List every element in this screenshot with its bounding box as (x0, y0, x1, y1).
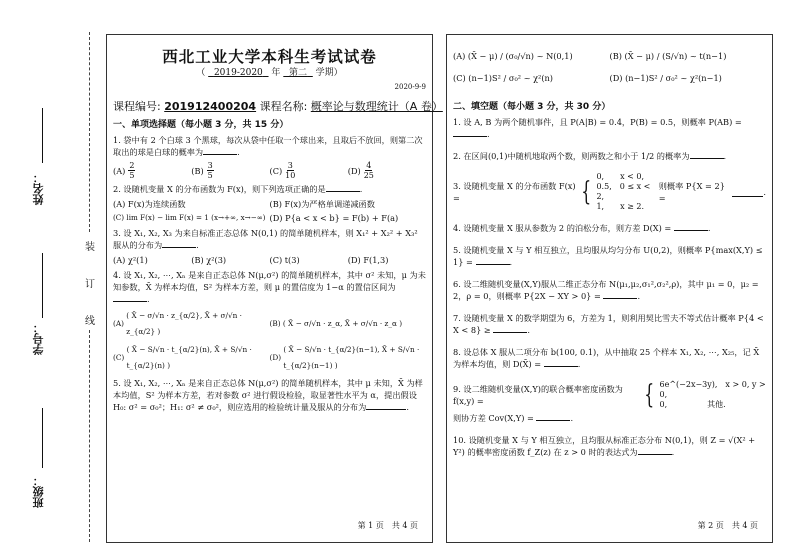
answer-blank[interactable] (674, 222, 708, 231)
exam-page-2 (446, 34, 773, 543)
fill-question-9-tail: 则协方差 Cov(X,Y) = . (453, 413, 574, 423)
fill-question-8: 8. 设总体 X 服从二项分布 b(100, 0.1)，从中抽取 25 个样本 X₁, X₂, ⋯, X₂₅，记 X̄ 为样本均值，则 D(X̄) = . (453, 347, 760, 369)
answer-blank[interactable] (544, 358, 578, 367)
name-label: 姓名： (32, 172, 45, 205)
class-label: 班级： (32, 475, 45, 508)
answer-blank[interactable] (453, 128, 487, 137)
option-d[interactable]: (D) F(1,3) (347, 255, 389, 265)
binding-char-ding: 订 (85, 279, 95, 290)
answer-blank[interactable] (326, 183, 360, 192)
option-a[interactable]: (A) ( X̄ − σ/√n · z_{α/2}, X̄ + σ/√n · z_{α/2} ) (113, 311, 242, 336)
course-name-label: 课程名称: (259, 100, 308, 113)
year-label: 年 (271, 68, 281, 78)
option-c[interactable]: (C) (n−1)S² / σ₀² ~ χ²(n) (453, 73, 553, 83)
page-footer: 第 2 页 共 4 页 (697, 521, 758, 530)
option-d[interactable]: (D) $\frac{4}{25}$ (347, 161, 374, 180)
course-code: 201912400204 (164, 100, 257, 113)
question-4-options (113, 307, 426, 375)
fill-question-2: 2. 在区间(0,1)中随机地取两个数，则两数之和小于 1/2 的概率为 . (453, 151, 727, 161)
name-underline (42, 108, 43, 163)
term-line (113, 67, 426, 79)
question-5-options (453, 45, 766, 89)
option-a[interactable]: (A) $\frac{2}{5}$ (113, 161, 135, 180)
answer-blank[interactable] (638, 446, 672, 455)
exam-title: 西北工业大学本科生考试试卷 (162, 48, 377, 66)
option-c[interactable]: (C) lim F(x) − lim F(x) = 1 (x→+∞, x→−∞) (113, 213, 266, 222)
option-b[interactable]: (B) F(x)为严格单调递减函数 (269, 199, 375, 209)
option-d[interactable]: (D) ( X̄ − S/√n · t_{α/2}(n−1), X̄ + S/√n · t_{α/2}(n−1) ) (269, 345, 420, 370)
fill-question-5: 5. 设随机变量 X 与 Y 相互独立，且均服从均匀分布 U(0,2)，则概率 P{max(X,Y) ≤ 1} = . (453, 245, 763, 267)
option-b[interactable]: (B) χ²(3) (191, 255, 227, 265)
option-c[interactable]: (C) t(3) (269, 255, 300, 265)
student-id-underline (42, 253, 43, 318)
fill-question-6: 6. 设二维随机变量(X,Y)服从二维正态分布 N(μ₁,μ₂,σ₁²,σ₂²,ρ)，其中 μ₁ = 0，μ₂ = 2，ρ = 0，则概率 P{2X − XY > 0} = . (453, 279, 759, 301)
binding-char-xian: 线 (85, 316, 95, 327)
answer-blank[interactable] (603, 290, 637, 299)
answer-blank[interactable] (493, 324, 527, 333)
answer-blank[interactable] (203, 146, 237, 155)
binding-margin (0, 0, 106, 560)
answer-blank[interactable] (476, 256, 510, 265)
term-open: （ (196, 68, 206, 78)
fill-question-9: 9. 设二维随机变量(X,Y)的联合概率密度函数为 f(x,y) = { 6e^(−2x−3y), x > 0, y > 0, 0, 其他. (453, 380, 766, 410)
answer-blank[interactable] (366, 401, 406, 410)
page-footer: 第 1 页 共 4 页 (357, 521, 418, 530)
option-a[interactable]: (A) χ²(1) (113, 255, 148, 265)
answer-blank[interactable] (536, 412, 570, 421)
question-2: 2. 设随机变量 X 的分布函数为 F(x)，则下列选项正确的是 . (113, 184, 363, 194)
semester: 第二 (289, 68, 308, 78)
course-line (113, 100, 443, 113)
exam-page-1 (106, 34, 443, 543)
course-code-label: 课程编号: (113, 100, 161, 113)
question-2-options (113, 197, 426, 225)
answer-blank[interactable] (162, 239, 196, 248)
option-c[interactable]: (C) ( X̄ − S/√n · t_{α/2}(n), X̄ + S/√n · t_{α/2}(n) ) (113, 345, 252, 370)
academic-year: 2019-2020 (213, 68, 263, 78)
answer-blank[interactable] (690, 150, 724, 159)
fill-question-7: 7. 设随机变量 X 的数学期望为 6，方差为 1，则利用契比雪夫不等式估计概率 P{4 < X < 8} ≥ . (453, 313, 764, 335)
left-brace: { (644, 380, 655, 410)
option-b[interactable]: (B) ( X̄ − σ/√n · z_α, X̄ + σ/√n · z_α ) (269, 319, 403, 328)
fill-question-3: 3. 设随机变量 X 的分布函数 F(x) = { 0, x < 0, 0.5, 0 ≤ x < 2, 1, x ≥ 2. 则概率 P{X = 2} = . (453, 172, 766, 211)
course-name: 概率论与数理统计（A 卷） (310, 100, 443, 113)
option-a[interactable]: (A) (X̄ − μ) / (σ₀/√n) ~ N(0,1) (453, 51, 573, 61)
exam-date: 2020-9-9 (394, 83, 426, 91)
cut-line-bottom (89, 330, 90, 542)
option-b[interactable]: (B) (X̄ − μ) / (S/√n) ~ t(n−1) (609, 51, 727, 61)
option-b[interactable]: (B) $\frac{3}{5}$ (191, 161, 213, 180)
question-4: 4. 设 X₁, X₂, ⋯, Xₙ 是来自正态总体 N(μ,σ²) 的简单随机样本，其中 σ² 未知，μ 为未知参数，X̄ 为样本均值，S² 为样本方差，则 μ 的置信度为 1−α 的置信区间为. (113, 270, 426, 304)
binding-char-zhuang: 装 (85, 242, 95, 253)
left-brace: { (581, 177, 592, 207)
section-1-title: 一、单项选择题（每小题 3 分，共 15 分） (113, 120, 289, 130)
option-c[interactable]: (C) $\frac{3}{10}$ (269, 161, 296, 180)
piecewise-cases: 0, x < 0, 0.5, 0 ≤ x < 2, 1, x ≥ 2. (596, 172, 651, 211)
option-d[interactable]: (D) P{a < x < b} = F(b) + F(a) (269, 213, 399, 223)
cut-line-top (89, 32, 90, 232)
fill-question-4: 4. 设随机变量 X 服从参数为 2 的泊松分布，则方差 D(X) = . (453, 223, 711, 233)
option-a[interactable]: (A) F(x)为连续函数 (113, 199, 186, 209)
student-id-label: 学号： (32, 322, 45, 355)
class-underline (42, 408, 43, 468)
answer-blank[interactable] (113, 293, 147, 302)
question-5: 5. 设 X₁, X₂, ⋯, Xₙ 是来自正态总体 N(μ,σ²) 的简单随机样本，其中 μ 未知，X̄ 为样本均值，S² 为样本方差，若对参数 σ² 进行假设检验，取显著性水平为 α，提出假设 H₀: σ² = σ₀²；H₁: σ² ≠ σ₀²，则应选用的检验统计量及服从的分布为 . (113, 378, 423, 412)
question-1-options (113, 161, 426, 180)
question-3: 3. 设 X₁, X₂, X₃ 为来自标准正态总体 N(0,1) 的简单随机样本，则 X₁² + X₂² + X₃² 服从的分布为 . (113, 228, 418, 250)
option-d[interactable]: (D) (n−1)S² / σ₀² ~ χ²(n−1) (609, 73, 722, 83)
fill-question-10: 10. 设随机变量 X 与 Y 相互独立，且均服从标准正态分布 N(0,1)，则 Z = √(X² + Y²) 的概率密度函数 f_Z(z) 在 z > 0 时的表达式为 . (453, 435, 756, 457)
fill-question-1: 1. 设 A, B 为两个随机事件，且 P(A|B) = 0.4，P(B) = 0.5，则概率 P(AB) = . (453, 117, 742, 139)
question-3-options (113, 254, 426, 266)
semester-label: 学期） (315, 68, 343, 78)
piecewise-cases: 6e^(−2x−3y), x > 0, y > 0, 0, 其他. (659, 380, 766, 409)
answer-blank[interactable] (732, 188, 764, 197)
question-1: 1. 袋中有 2 个白球 3 个黑球，每次从袋中任取一个球出来，且取后不放回，则第二次取出的球是白球的概率为 . (113, 135, 423, 157)
section-2-title: 二、填空题（每小题 3 分，共 30 分） (453, 102, 611, 112)
